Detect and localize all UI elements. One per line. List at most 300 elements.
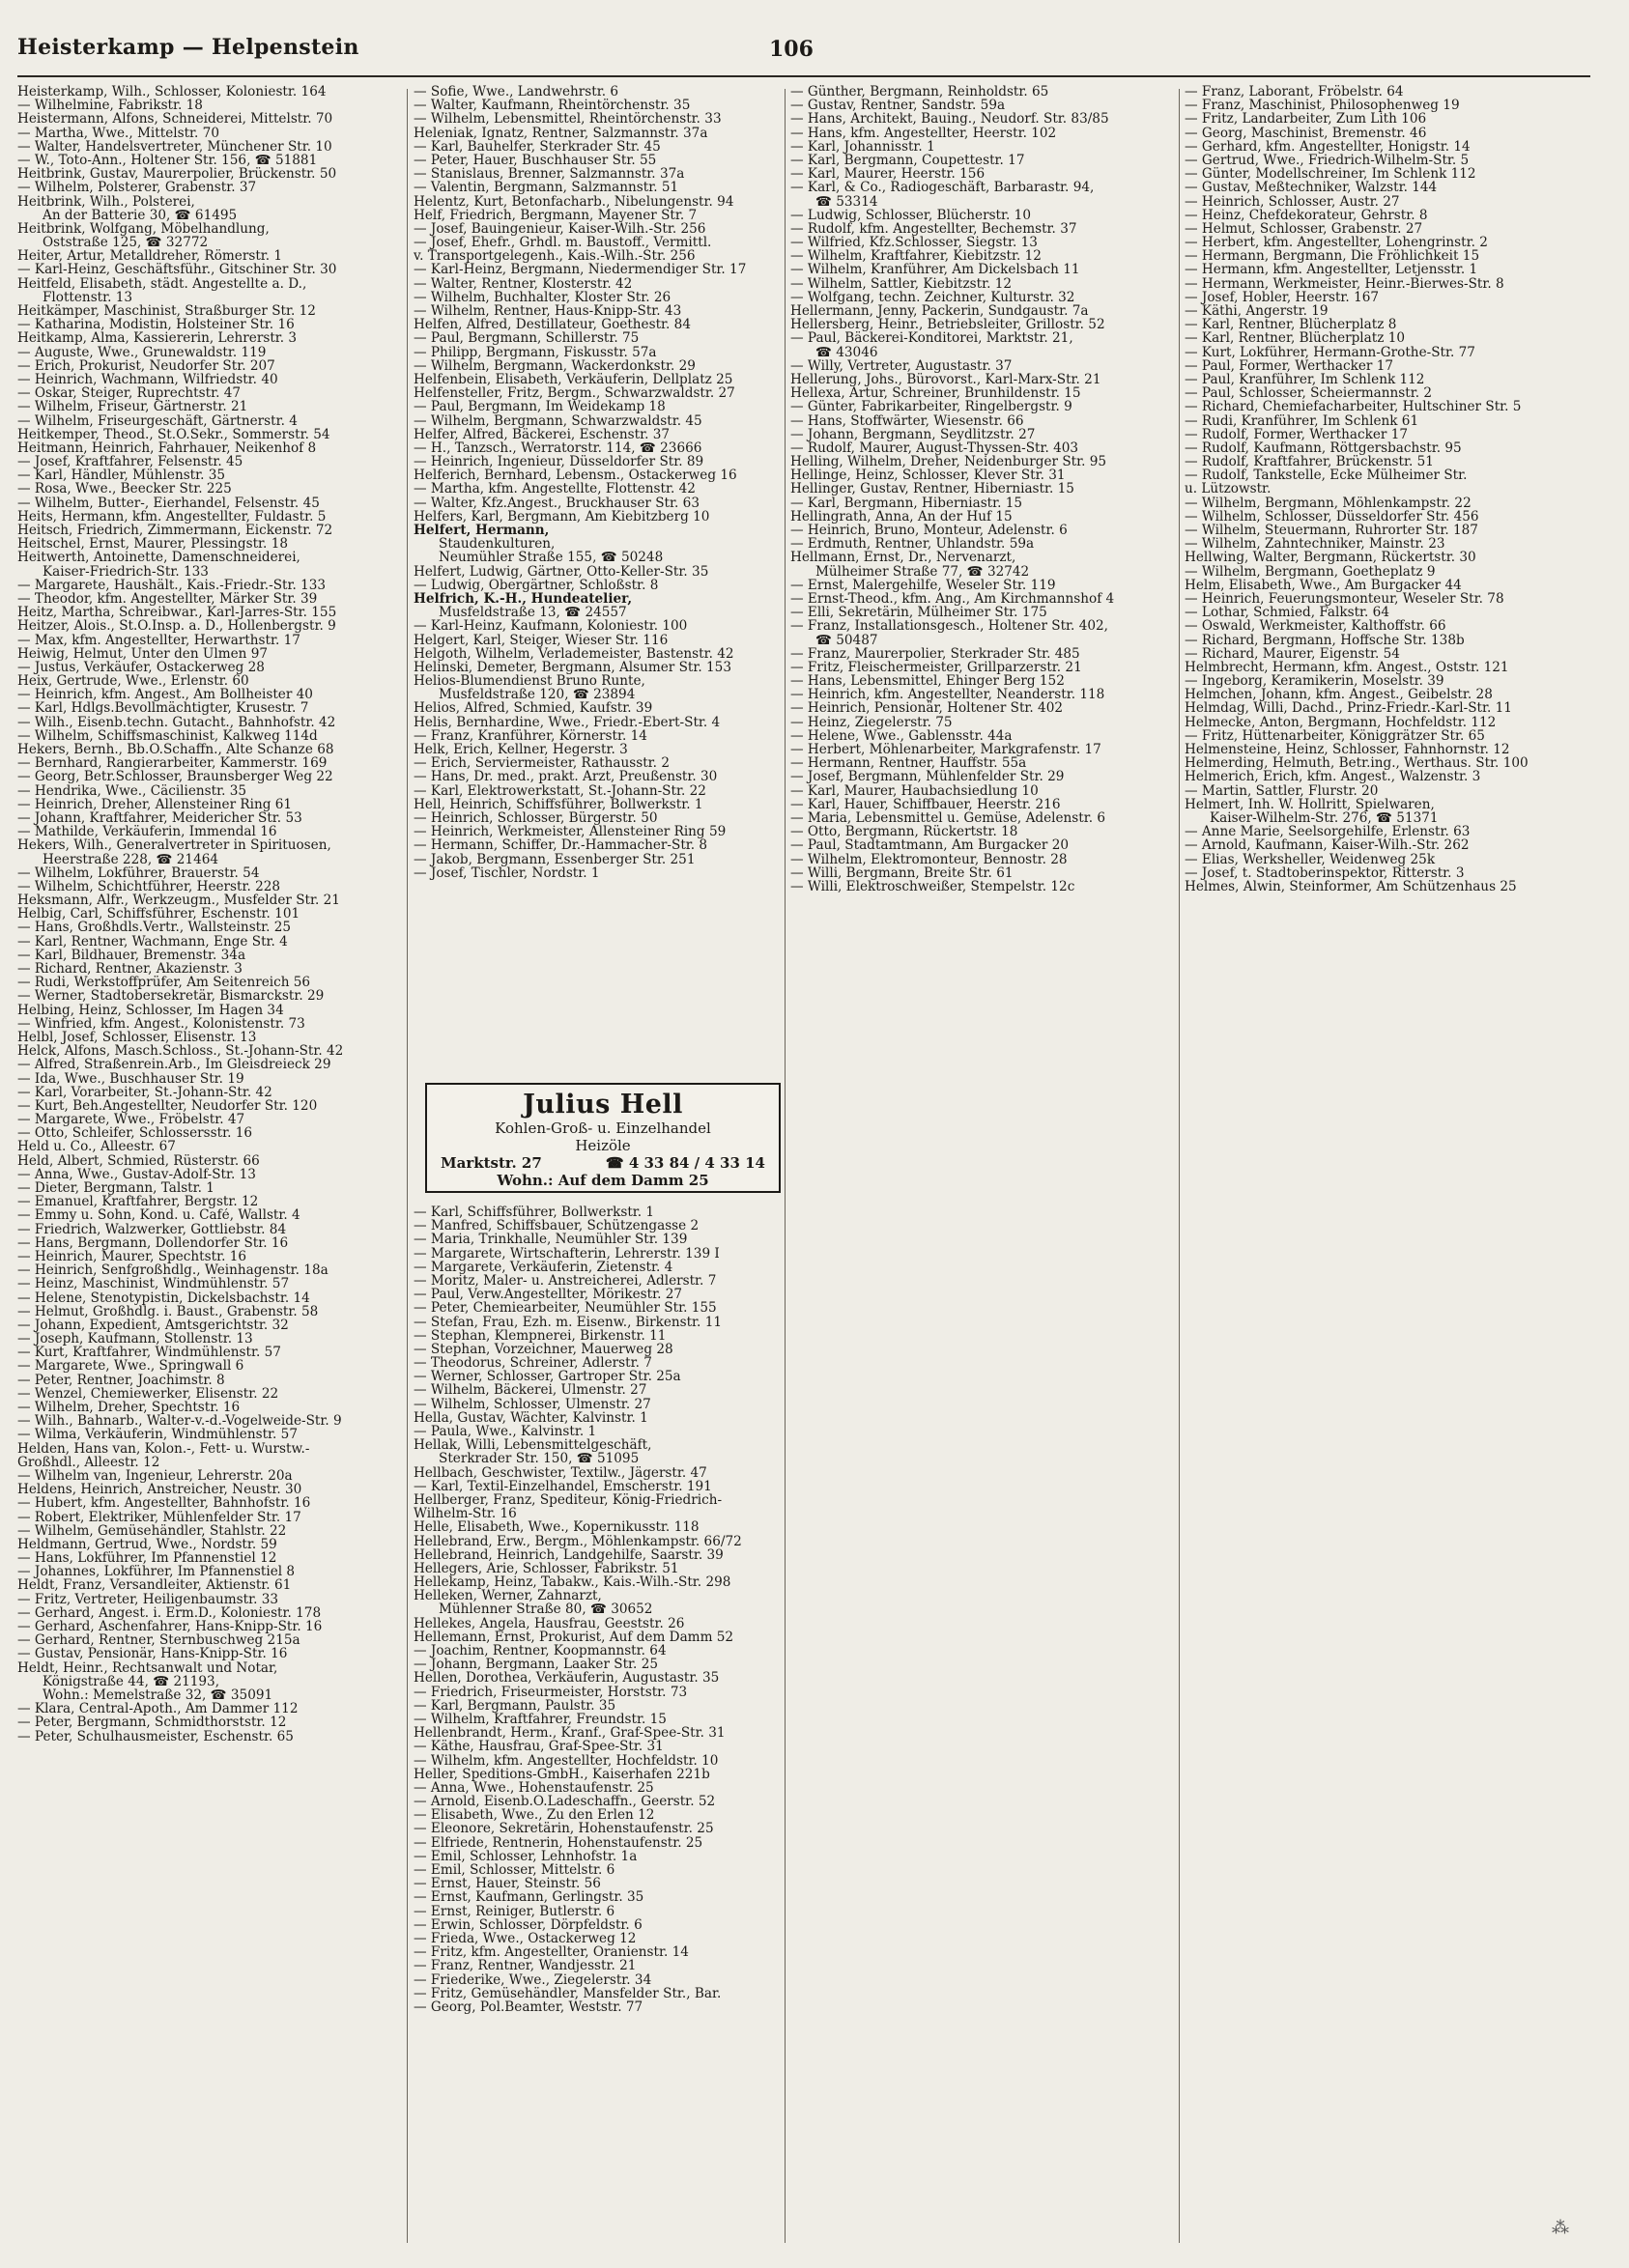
directory-entry: — Karl, Bildhauer, Bremenstr. 34a <box>17 948 246 962</box>
directory-entry: — Mathilde, Verkäuferin, Immendal 16 <box>17 825 277 839</box>
directory-entry: v. Transportgelegenh., Kais.-Wilh.-Str. 256 <box>414 249 696 264</box>
directory-entry: — Ernst, Reiniger, Butlerstr. 6 <box>414 1904 615 1918</box>
directory-entry: — Johannes, Lokführer, Im Pfannenstiel 8 <box>17 1565 296 1579</box>
directory-entry: — Wilhelm, Bergmann, Goetheplatz 9 <box>1185 564 1436 579</box>
directory-entry: — Wilhelm, Schichtführer, Heerstr. 228 <box>17 879 281 894</box>
directory-entry: — Stanislaus, Brenner, Salzmannstr. 37a <box>414 167 685 182</box>
directory-entry: — Rudi, Werkstoffprüfer, Am Seitenreich 56 <box>17 976 311 990</box>
directory-entry: — Emmy u. Sohn, Kond. u. Café, Wallstr. 4 <box>17 1208 300 1223</box>
header-rule <box>17 75 1590 77</box>
directory-entry: — Heinrich, Dreher, Allensteiner Ring 61 <box>17 797 293 811</box>
directory-entry: — Karl, Elektrowerkstatt, St.-Johann-Str. 22 <box>414 783 706 798</box>
directory-entry: — Wilhelm, Bäckerei, Ulmenstr. 27 <box>414 1383 647 1398</box>
ad-home-address: Wohn.: Auf dem Damm 25 <box>497 1172 709 1189</box>
directory-entry: Helmensteine, Heinz, Schlosser, Fahnhornstr. 12 <box>1185 743 1510 757</box>
directory-entry: — Heinrich, Bruno, Monteur, Adelenstr. 6 <box>790 524 1068 538</box>
directory-entry: — Helene, Wwe., Gablensstr. 44a <box>790 728 1013 743</box>
directory-entry: Hellersberg, Heinr., Betriebsleiter, Grillostr. 52 <box>790 318 1105 332</box>
directory-entry: — Richard, Chemiefacharbeiter, Hultschiner Str. 5 <box>1185 400 1522 414</box>
directory-entry: Hellinger, Gustav, Rentner, Hiberniastr. 15 <box>790 482 1074 496</box>
directory-entry: — Ida, Wwe., Buschhauser Str. 19 <box>17 1071 244 1086</box>
directory-entry: — Arnold, Eisenb.O.Ladeschaffn., Geerstr. 52 <box>414 1795 716 1809</box>
directory-entry: Heldt, Heinr., Rechtsanwalt und Notar, <box>17 1660 278 1675</box>
directory-entry: Hellingrath, Anna, An der Huf 15 <box>790 509 1013 524</box>
directory-entry: Hellekes, Angela, Hausfrau, Geeststr. 26 <box>414 1616 685 1630</box>
directory-entry: — Otto, Schleifer, Schlossersstr. 16 <box>17 1126 253 1141</box>
directory-entry: — Heinrich, Werkmeister, Allensteiner Ring 59 <box>414 825 727 839</box>
directory-entry: — Paul, Bäckerei-Konditorei, Marktstr. 21, <box>790 331 1073 346</box>
directory-entry: ☎ 53314 <box>815 194 878 209</box>
directory-entry: — Kurt, Beh.Angestellter, Neudorfer Str. 120 <box>17 1098 318 1114</box>
directory-entry: — Rudolf, Kaufmann, Röttgersbachstr. 95 <box>1185 440 1462 456</box>
directory-entry: ☎ 50487 <box>815 633 878 647</box>
directory-entry: Heitbrink, Wolfgang, Möbelhandlung, <box>17 221 270 237</box>
directory-entry: — Margarete, Wirtschafterin, Lehrerstr. 139 I <box>414 1246 720 1261</box>
directory-entry: — Heinrich, Schlosser, Bürgerstr. 50 <box>414 810 658 826</box>
directory-entry: — Karl-Heinz, Bergmann, Niedermendiger Str. 17 <box>414 263 747 277</box>
directory-entry: Hekers, Wilh., Generalvertreter in Spirituosen, <box>17 838 331 853</box>
directory-entry: — Paul, Verw.Angestellter, Mörikestr. 27 <box>414 1288 683 1302</box>
directory-entry: — Wilhelm, Kraftfahrer, Kiebitzstr. 12 <box>790 249 1042 264</box>
directory-entry: — Wilh., Bahnarb., Walter-v.-d.-Vogelweide-Str. 9 <box>17 1414 342 1429</box>
ad-business-line: Kohlen-Groß- u. Einzelhandel <box>495 1120 711 1137</box>
directory-entry: Helbl, Josef, Schlosser, Elisenstr. 13 <box>17 1030 257 1045</box>
directory-entry: — Johann, Expedient, Amtsgerichtstr. 32 <box>17 1318 289 1333</box>
directory-entry: — Heinrich, Senfgroßhdlg., Weinhagenstr. 18a <box>17 1263 329 1278</box>
directory-entry: Heisterkamp, Wilh., Schlosser, Koloniestr. 164 <box>17 85 327 99</box>
directory-entry: — Fritz, Fleischermeister, Grillparzerstr. 21 <box>790 660 1082 675</box>
directory-entry: — Hans, Stoffwärter, Wiesenstr. 66 <box>790 413 1024 428</box>
directory-entry: — Wilhelm, Bergmann, Wackerdonkstr. 29 <box>414 358 696 373</box>
directory-entry: Heix, Gertrude, Wwe., Erlenstr. 60 <box>17 674 249 689</box>
directory-entry: Wohn.: Memelstraße 32, ☎ 35091 <box>43 1687 273 1703</box>
directory-entry: — Wilhelm, Schlosser, Ulmenstr. 27 <box>414 1397 651 1411</box>
directory-entry: Helmerding, Helmuth, Betr.ing., Werthaus. Str. 100 <box>1185 756 1529 771</box>
directory-entry: — Wilhelm, Gemüsehändler, Stahlstr. 22 <box>17 1523 287 1538</box>
directory-entry: — Elias, Werksheller, Weidenweg 25k <box>1185 852 1436 866</box>
directory-entry: Helgoth, Wilhelm, Verlademeister, Bastenstr. 42 <box>414 646 734 661</box>
directory-entry: — H., Tanzsch., Werratorstr. 114, ☎ 23666 <box>414 440 702 456</box>
directory-entry: — Hermann, Werkmeister, Heinr.-Bierwes-Str. 8 <box>1185 276 1504 291</box>
directory-entry: — Wilh., Eisenb.techn. Gutacht., Bahnhofstr. 42 <box>17 715 336 729</box>
directory-entry: Hellerung, Johs., Bürovorst., Karl-Marx-Str. 21 <box>790 372 1101 387</box>
directory-entry: — Wilhelmine, Fabrikstr. 18 <box>17 99 203 113</box>
directory-entry: — Elli, Sekretärin, Mülheimer Str. 175 <box>790 606 1047 620</box>
directory-entry: Wilhelm-Str. 16 <box>414 1507 517 1521</box>
directory-entry: ☎ 43046 <box>815 345 878 359</box>
directory-entry: — Karl-Heinz, Kaufmann, Koloniestr. 100 <box>414 619 688 634</box>
directory-entry: — Walter, Kfz.Angest., Bruckhauser Str. 63 <box>414 496 700 510</box>
directory-column-2-bottom <box>414 1205 796 2249</box>
directory-entry: Helfert, Ludwig, Gärtner, Otto-Keller-Str. 35 <box>414 564 709 579</box>
directory-entry: — Karl, Bergmann, Coupettestr. 17 <box>790 153 1025 168</box>
directory-entry: — Emil, Schlosser, Lehnhofstr. 1a <box>414 1849 638 1863</box>
directory-entry: Heistermann, Alfons, Schneiderei, Mittelstr. 70 <box>17 112 333 127</box>
directory-entry: — Paul, Stadtamtmann, Am Burgacker 20 <box>790 838 1070 853</box>
directory-entry: — Stefan, Frau, Ezh. m. Eisenw., Birkenstr. 11 <box>414 1315 723 1329</box>
directory-entry: — Maria, Trinkhalle, Neumühler Str. 139 <box>414 1233 688 1247</box>
directory-entry: Heitz, Martha, Schreibwar., Karl-Jarres-Str. 155 <box>17 606 337 620</box>
directory-entry: Helfers, Karl, Bergmann, Am Kiebitzberg 10 <box>414 509 710 524</box>
directory-entry: — Heinz, Ziegelerstr. 75 <box>790 715 953 729</box>
directory-entry: — Karl, Vorarbeiter, St.-Johann-Str. 42 <box>17 1085 272 1099</box>
directory-entry: Helfenbein, Elisabeth, Verkäuferin, Dellplatz 25 <box>414 372 733 387</box>
directory-entry: Heitwerth, Antoinette, Damenschneiderei, <box>17 551 300 565</box>
directory-entry: — Gustav, Pensionär, Hans-Knipp-Str. 16 <box>17 1647 288 1661</box>
column-divider <box>1179 89 1180 2243</box>
directory-entry: Mühlenner Straße 80, ☎ 30652 <box>439 1602 653 1617</box>
directory-entry: — Auguste, Wwe., Grunewaldstr. 119 <box>17 345 267 359</box>
directory-entry: — Wilhelm, Elektromonteur, Bennostr. 28 <box>790 852 1068 866</box>
directory-entry: Oststraße 125, ☎ 32772 <box>43 236 209 250</box>
directory-entry: — Moritz, Maler- u. Anstreicherei, Adlerstr. 7 <box>414 1273 717 1289</box>
directory-entry: — Margarete, Verkäuferin, Zietenstr. 4 <box>414 1260 673 1274</box>
directory-entry: — Margarete, Wwe., Springwall 6 <box>17 1359 244 1374</box>
directory-entry: — Wilfried, Kfz.Schlosser, Siegstr. 13 <box>790 236 1038 250</box>
directory-entry: — Kurt, Lokführer, Hermann-Grothe-Str. 77 <box>1185 345 1475 359</box>
directory-entry: — Helene, Stenotypistin, Dickelsbachstr. 14 <box>17 1290 310 1305</box>
directory-entry: — Helmut, Großhdlg. i. Baust., Grabenstr. 58 <box>17 1304 319 1318</box>
directory-entry: — W., Toto-Ann., Holtener Str. 156, ☎ 51881 <box>17 153 318 168</box>
directory-entry: — Anne Marie, Seelsorgehilfe, Erlenstr. 63 <box>1185 825 1471 839</box>
page-title: Heisterkamp — Helpenstein <box>17 35 359 60</box>
directory-entry: Held u. Co., Alleestr. 67 <box>17 1140 176 1154</box>
directory-entry: — Georg, Betr.Schlosser, Braunsberger Weg 22 <box>17 770 333 784</box>
directory-entry: — Wilhelm, Bergmann, Schwarzwaldstr. 45 <box>414 413 702 428</box>
directory-entry: — Arnold, Kaufmann, Kaiser-Wilh.-Str. 262 <box>1185 838 1470 853</box>
directory-entry: — Hans, Architekt, Bauing., Neudorf. Str. 83/85 <box>790 112 1109 127</box>
directory-entry: — Ernst-Theod., kfm. Ang., Am Kirchmannshof 4 <box>790 591 1115 607</box>
directory-entry: — Hermann, Rentner, Hauffstr. 55a <box>790 756 1027 771</box>
ad-address: Marktstr. 27 <box>441 1154 542 1172</box>
directory-entry: — Stephan, Vorzeichner, Mauerweg 28 <box>414 1342 673 1357</box>
directory-entry: Helbing, Heinz, Schlosser, Im Hagen 34 <box>17 1003 284 1017</box>
directory-entry: — Wilhelm, Schlosser, Düsseldorfer Str. 456 <box>1185 509 1479 524</box>
directory-entry: — Dieter, Bergmann, Talstr. 1 <box>17 1181 214 1196</box>
directory-entry: — Willy, Vertreter, Augustastr. 37 <box>790 358 1013 373</box>
directory-entry: — Josef, Bergmann, Mühlenfelder Str. 29 <box>790 770 1065 784</box>
directory-entry: Kaiser-Wilhelm-Str. 276, ☎ 51371 <box>1210 810 1439 826</box>
directory-entry: Kaiser-Friedrich-Str. 133 <box>43 564 209 579</box>
directory-entry: — Willi, Elektroschweißer, Stempelstr. 12c <box>790 879 1075 894</box>
directory-entry: Heiter, Artur, Metalldreher, Römerstr. 1 <box>17 249 283 264</box>
directory-entry: — Gerhard, Angest. i. Erm.D., Koloniestr. 178 <box>17 1605 322 1620</box>
directory-entry: — Käthi, Angerstr. 19 <box>1185 304 1329 319</box>
directory-entry: — Josef, Tischler, Nordstr. 1 <box>414 865 600 880</box>
directory-entry: Musfeldstraße 13, ☎ 24557 <box>439 606 627 620</box>
directory-entry: — Rosa, Wwe., Beecker Str. 225 <box>17 482 232 496</box>
directory-entry: — Ernst, Hauer, Steinstr. 56 <box>414 1877 601 1891</box>
directory-entry: — Wilhelm, Rentner, Haus-Knipp-Str. 43 <box>414 304 682 319</box>
directory-entry: — Karl, Rentner, Blücherplatz 8 <box>1185 318 1397 332</box>
directory-entry: — Martin, Sattler, Flurstr. 20 <box>1185 783 1379 798</box>
directory-entry: Helm, Elisabeth, Wwe., Am Burgacker 44 <box>1185 578 1462 592</box>
directory-entry: Helmecke, Anton, Bergmann, Hochfeldstr. 112 <box>1185 715 1497 729</box>
directory-entry: — Hans, kfm. Angestellter, Heerstr. 102 <box>790 126 1057 140</box>
directory-entry: Helleken, Werner, Zahnarzt, <box>414 1589 602 1603</box>
directory-entry: Heleniak, Ignatz, Rentner, Salzmannstr. 37a <box>414 126 708 140</box>
directory-entry: — Karl, Händler, Mühlenstr. 35 <box>17 468 226 483</box>
directory-entry: — Rudolf, kfm. Angestellter, Bechemstr. 37 <box>790 221 1077 237</box>
directory-entry: — Karl, Johannisstr. 1 <box>790 139 935 154</box>
directory-column-1 <box>17 85 400 2249</box>
directory-entry: — Helmut, Schlosser, Grabenstr. 27 <box>1185 221 1423 237</box>
page-number: 106 <box>769 37 814 62</box>
directory-entry: Heitfeld, Elisabeth, städt. Angestellte a. D., <box>17 276 307 291</box>
directory-entry: — Wilhelm, Dreher, Spechtstr. 16 <box>17 1401 241 1415</box>
directory-entry: — Wilhelm, Friseurgeschäft, Gärtnerstr. 4 <box>17 413 298 428</box>
directory-entry: — Heinz, Chefdekorateur, Gehrstr. 8 <box>1185 208 1428 222</box>
directory-entry: — Jakob, Bergmann, Essenberger Str. 251 <box>414 852 696 866</box>
directory-column-2-top <box>414 85 796 1080</box>
directory-entry: — Margarete, Haushält., Kais.-Friedr.-Str. 133 <box>17 578 327 592</box>
directory-entry: — Werner, Schlosser, Gartroper Str. 25a <box>414 1370 681 1384</box>
directory-entry: — Erwin, Schlosser, Dörpfeldstr. 6 <box>414 1917 643 1932</box>
directory-entry: Großhdl., Alleestr. 12 <box>17 1455 160 1469</box>
directory-entry: Heitkemper, Theod., St.O.Sekr., Sommerstr. 54 <box>17 427 330 441</box>
directory-entry: Helmchen, Johann, kfm. Angest., Geibelstr. 28 <box>1185 688 1493 702</box>
directory-entry: Helmerich, Erich, kfm. Angest., Walzenstr. 3 <box>1185 770 1481 784</box>
directory-entry: Sterkrader Str. 150, ☎ 51095 <box>439 1452 640 1466</box>
directory-entry: — Wilhelm, Kranführer, Am Dickelsbach 11 <box>790 263 1080 277</box>
directory-entry: Hellmann, Ernst, Dr., Nervenarzt, <box>790 551 1016 565</box>
directory-entry: — Eleonore, Sekretärin, Hohenstaufenstr. 25 <box>414 1822 714 1836</box>
directory-entry: — Peter, Hauer, Buschhauser Str. 55 <box>414 153 657 168</box>
directory-entry: — Gerhard, Aschenfahrer, Hans-Knipp-Str. 16 <box>17 1620 323 1634</box>
directory-entry: — Rudolf, Kraftfahrer, Brückenstr. 51 <box>1185 455 1434 469</box>
directory-entry: Helling, Wilhelm, Dreher, Neidenburger Str. 95 <box>790 455 1107 469</box>
directory-entry: Staudenkulturen, <box>439 537 556 552</box>
directory-entry: — Gertrud, Wwe., Friedrich-Wilhelm-Str. 5 <box>1185 153 1470 168</box>
directory-entry: Helfer, Alfred, Bäckerei, Eschenstr. 37 <box>414 427 671 441</box>
directory-entry: — Hermann, Bergmann, Die Fröhlichkeit 15 <box>1185 249 1480 264</box>
directory-entry: — Wilhelm, Buchhalter, Kloster Str. 26 <box>414 290 672 304</box>
directory-entry: — Herbert, Möhlenarbeiter, Markgrafenstr. 17 <box>790 743 1101 757</box>
directory-entry: — Joachim, Rentner, Koopmannstr. 64 <box>414 1644 667 1658</box>
directory-entry: Held, Albert, Schmied, Rüsterstr. 66 <box>17 1153 260 1168</box>
directory-entry: — Heinrich, kfm. Angest., Am Bollheister 40 <box>17 688 313 702</box>
directory-entry: Heitsch, Friedrich, Zimmermann, Eickenstr. 72 <box>17 524 333 538</box>
directory-entry: — Johann, Bergmann, Laaker Str. 25 <box>414 1658 658 1672</box>
directory-entry: — Ernst, Malergehilfe, Weseler Str. 119 <box>790 578 1056 592</box>
directory-entry: — Wilhelm, Lokführer, Brauerstr. 54 <box>17 865 260 880</box>
directory-entry: — Heinrich, Feuerungsmonteur, Weseler Str. 78 <box>1185 591 1504 607</box>
directory-entry: — Karl, Maurer, Haubachsiedlung 10 <box>790 783 1039 798</box>
directory-entry: — Emil, Schlosser, Mittelstr. 6 <box>414 1863 615 1878</box>
directory-entry: — Winfried, kfm. Angest., Kolonistenstr. 73 <box>17 1016 305 1031</box>
directory-entry: Helios-Blumendienst Bruno Runte, <box>414 674 645 689</box>
directory-entry: — Kurt, Kraftfahrer, Windmühlenstr. 57 <box>17 1346 281 1360</box>
directory-entry: Helfensteller, Fritz, Bergm., Schwarzwaldstr. 27 <box>414 386 735 401</box>
directory-entry: Hellenbrandt, Herm., Kranf., Graf-Spee-Str. 31 <box>414 1726 726 1741</box>
directory-entry: — Elisabeth, Wwe., Zu den Erlen 12 <box>414 1808 655 1823</box>
directory-entry: Hella, Gustav, Wächter, Kalvinstr. 1 <box>414 1410 648 1425</box>
directory-entry: — Franz, Installationsgesch., Holtener Str. 402, <box>790 619 1108 634</box>
directory-entry: — Heinrich, Wachmann, Wilfriedstr. 40 <box>17 372 278 387</box>
directory-entry: — Peter, Schulhausmeister, Eschenstr. 65 <box>17 1729 294 1744</box>
directory-entry: — Karl, Bauhelfer, Sterkrader Str. 45 <box>414 139 661 154</box>
directory-entry: — Walter, Rentner, Klosterstr. 42 <box>414 276 633 291</box>
directory-entry: — Karl, Rentner, Wachmann, Enge Str. 4 <box>17 934 288 949</box>
directory-entry: — Richard, Maurer, Eigenstr. 54 <box>1185 646 1400 661</box>
directory-entry: Hellberger, Franz, Spediteur, König-Friedrich- <box>414 1492 723 1508</box>
directory-entry: — Fritz, Hüttenarbeiter, Königgrätzer Str. 65 <box>1185 728 1485 743</box>
directory-entry: — Heinz, Maschinist, Windmühlenstr. 57 <box>17 1277 290 1291</box>
directory-entry: — Walter, Handelsvertreter, Münchener Str. 10 <box>17 139 332 154</box>
directory-column-4 <box>1185 85 1567 2249</box>
directory-entry: Helfen, Alfred, Destillateur, Goethestr. 84 <box>414 318 691 332</box>
directory-entry: — Peter, Rentner, Joachimstr. 8 <box>17 1373 225 1387</box>
directory-entry: — Heinrich, Schlosser, Austr. 27 <box>1185 194 1400 209</box>
ad-company-name: Julius Hell <box>523 1090 683 1120</box>
directory-entry: — Johann, Bergmann, Seydlitzstr. 27 <box>790 427 1036 441</box>
directory-entry: — Ernst, Kaufmann, Gerlingstr. 35 <box>414 1890 644 1905</box>
directory-entry: — Justus, Verkäufer, Ostackerweg 28 <box>17 660 265 675</box>
directory-entry: — Hubert, kfm. Angestellter, Bahnhofstr. 16 <box>17 1496 311 1511</box>
directory-entry: — Hans, Lebensmittel, Ehinger Berg 152 <box>790 674 1065 689</box>
directory-entry: — Ingeborg, Keramikerin, Moselstr. 39 <box>1185 674 1444 689</box>
directory-entry: — Manfred, Schiffsbauer, Schützengasse 2 <box>414 1219 700 1233</box>
directory-entry: Heitbrink, Gustav, Maurerpolier, Brückenstr. 50 <box>17 167 337 182</box>
directory-entry: Helbig, Carl, Schiffsführer, Eschenstr. 101 <box>17 907 300 921</box>
directory-entry: — Wolfgang, techn. Zeichner, Kulturstr. 32 <box>790 290 1075 304</box>
directory-entry: — Paula, Wwe., Kalvinstr. 1 <box>414 1425 597 1439</box>
directory-entry: — Wilhelm, Bergmann, Möhlenkampstr. 22 <box>1185 496 1472 510</box>
directory-entry: — Georg, Pol.Beamter, Weststr. 77 <box>414 1999 643 2015</box>
directory-entry: Heldt, Franz, Versandleiter, Aktienstr. 61 <box>17 1578 292 1593</box>
directory-entry: — Karl, Schiffsführer, Bollwerkstr. 1 <box>414 1205 655 1220</box>
directory-entry: — Peter, Chemiearbeiter, Neumühler Str. 155 <box>414 1301 717 1316</box>
directory-entry: — Josef, Bauingenieur, Kaiser-Wilh.-Str. 256 <box>414 221 706 237</box>
directory-entry: Hellwing, Walter, Bergmann, Rückertstr. 30 <box>1185 551 1476 565</box>
directory-entry: — Richard, Bergmann, Hoffsche Str. 138b <box>1185 633 1465 647</box>
directory-entry: — Karl, Hdlgs.Bevollmächtigter, Krusestr. 7 <box>17 701 309 716</box>
directory-entry: — Heinrich, Ingenieur, Düsseldorfer Str. 89 <box>414 455 704 469</box>
directory-entry: — Friedrich, Friseurmeister, Horststr. 73 <box>414 1685 688 1699</box>
directory-column-3 <box>790 85 1173 2249</box>
directory-entry: — Wilhelm, Butter-, Eierhandel, Felsenstr. 45 <box>17 496 320 510</box>
directory-entry: Hellak, Willi, Lebensmittelgeschäft, <box>414 1438 652 1453</box>
directory-entry: — Rudolf, Maurer, August-Thyssen-Str. 403 <box>790 440 1079 456</box>
directory-entry: — Peter, Bergmann, Schmidthorststr. 12 <box>17 1715 287 1730</box>
directory-entry: — Friedrich, Walzwerker, Gottliebstr. 84 <box>17 1222 287 1236</box>
directory-entry: — Wilhelm, Steuermann, Ruhrorter Str. 187 <box>1185 524 1478 538</box>
directory-entry: — Karl, & Co., Radiogeschäft, Barbarastr. 94, <box>790 181 1095 195</box>
directory-entry: — Wilhelm, Friseur, Gärtnerstr. 21 <box>17 400 248 414</box>
directory-entry: — Rudi, Kranführer, Im Schlenk 61 <box>1185 413 1419 428</box>
directory-entry: — Fritz, Landarbeiter, Zum Lith 106 <box>1185 112 1427 127</box>
directory-entry: — Günter, Fabrikarbeiter, Ringelbergstr. 9 <box>790 400 1072 414</box>
directory-entry: — Wenzel, Chemiewerker, Elisenstr. 22 <box>17 1386 279 1401</box>
ad-phone: ☎ 4 33 84 / 4 33 14 <box>605 1154 765 1172</box>
directory-entry: Heksmann, Alfr., Werkzeugm., Musfelder Str. 21 <box>17 893 340 908</box>
directory-entry: — Hermann, kfm. Angestellter, Letjensstr. 1 <box>1185 263 1478 277</box>
directory-entry: — Franz, Maschinist, Philosophenweg 19 <box>1185 99 1460 113</box>
directory-entry: — Karl, Textil-Einzelhandel, Emscherstr. 191 <box>414 1479 712 1493</box>
directory-entry: Hellbach, Geschwister, Textilw., Jägerstr. 47 <box>414 1465 707 1480</box>
directory-entry: — Anna, Wwe., Hohenstaufenstr. 25 <box>414 1780 654 1796</box>
directory-entry: Hellen, Dorothea, Verkäuferin, Augustastr. 35 <box>414 1671 720 1686</box>
directory-entry: — Franz, Rentner, Wandjesstr. 21 <box>414 1959 637 1973</box>
directory-entry: Hekers, Bernh., Bb.O.Schaffn., Alte Schanze 68 <box>17 743 334 757</box>
advertisement-box <box>425 1083 781 1193</box>
directory-entry: — Wilhelm, Polsterer, Grabenstr. 37 <box>17 181 257 195</box>
directory-entry: — Franz, Maurerpolier, Sterkrader Str. 485 <box>790 646 1080 661</box>
directory-entry: — Gerhard, Rentner, Sternbuschweg 215a <box>17 1633 300 1648</box>
directory-entry: — Johann, Kraftfahrer, Meidericher Str. 53 <box>17 810 302 826</box>
directory-entry: — Günther, Bergmann, Reinholdstr. 65 <box>790 85 1049 99</box>
directory-entry: Helk, Erich, Kellner, Hegerstr. 3 <box>414 743 628 757</box>
directory-entry: Helferich, Bernhard, Lebensm., Ostackerweg 16 <box>414 468 737 483</box>
directory-entry: — Werner, Stadtobersekretär, Bismarckstr. 29 <box>17 989 325 1004</box>
directory-entry: — Käthe, Hausfrau, Graf-Spee-Str. 31 <box>414 1740 664 1754</box>
directory-entry: — Friederike, Wwe., Ziegelerstr. 34 <box>414 1972 652 1987</box>
directory-entry: — Wilhelm, Schiffsmaschinist, Kalkweg 114d <box>17 728 318 743</box>
directory-entry: Mülheimer Straße 77, ☎ 32742 <box>815 564 1030 579</box>
directory-entry: — Karl, Bergmann, Paulstr. 35 <box>414 1698 616 1713</box>
directory-entry: — Paul, Bergmann, Im Weidekamp 18 <box>414 400 666 414</box>
directory-entry: Heldmann, Gertrud, Wwe., Nordstr. 59 <box>17 1537 277 1552</box>
directory-entry: — Hans, Bergmann, Dollendorfer Str. 16 <box>17 1235 289 1250</box>
directory-entry: — Margarete, Wwe., Fröbelstr. 47 <box>17 1113 245 1127</box>
directory-entry: — Wilhelm, Zahntechniker, Mainstr. 23 <box>1185 537 1445 552</box>
directory-entry: Helgert, Karl, Steiger, Wieser Str. 116 <box>414 633 669 647</box>
directory-entry: Heldens, Heinrich, Anstreicher, Neustr. 30 <box>17 1483 302 1497</box>
directory-entry: Königstraße 44, ☎ 21193, <box>43 1674 220 1688</box>
directory-entry: Hellekamp, Heinz, Tabakw., Kais.-Wilh.-Str. 298 <box>414 1575 731 1590</box>
directory-entry: — Josef, Kraftfahrer, Felsenstr. 45 <box>17 455 243 469</box>
directory-entry: — Martha, kfm. Angestellte, Flottenstr. 42 <box>414 482 696 496</box>
directory-entry: Heitbrink, Wilh., Polsterei, <box>17 194 195 209</box>
directory-entry: — Hans, Dr. med., prakt. Arzt, Preußenstr. 30 <box>414 770 718 784</box>
directory-entry: — Bernhard, Rangierarbeiter, Kammerstr. 169 <box>17 756 328 771</box>
directory-entry: — Karl, Maurer, Heerstr. 156 <box>790 167 986 182</box>
directory-entry: — Gerhard, kfm. Angestellter, Honigstr. 14 <box>1185 139 1471 154</box>
directory-entry: Hellinge, Heinz, Schlosser, Klever Str. 31 <box>790 468 1066 483</box>
directory-entry: Hell, Heinrich, Schiffsführer, Bollwerkstr. 1 <box>414 797 703 811</box>
directory-entry: — Wilhelm, Kraftfahrer, Freundstr. 15 <box>414 1712 667 1727</box>
directory-entry: — Paul, Schlosser, Scheiermannstr. 2 <box>1185 386 1433 401</box>
directory-entry: — Karl, Bergmann, Hiberniastr. 15 <box>790 496 1023 510</box>
directory-entry: — Hermann, Schiffer, Dr.-Hammacher-Str. 8 <box>414 838 708 853</box>
directory-entry: Heitzer, Alois., St.O.Insp. a. D., Hollenbergstr. 9 <box>17 619 336 634</box>
directory-entry: Helis, Bernhardine, Wwe., Friedr.-Ebert-Str. 4 <box>414 715 721 729</box>
directory-entry: — Otto, Bergmann, Rückertstr. 18 <box>790 825 1018 839</box>
directory-entry: Heller, Speditions-GmbH., Kaiserhafen 221b <box>414 1767 710 1781</box>
directory-entry: Hellebrand, Erw., Bergm., Möhlenkampstr. 66/72 <box>414 1534 742 1548</box>
directory-entry: — Karl, Rentner, Blücherplatz 10 <box>1185 331 1406 346</box>
directory-entry: — Stephan, Klempnerei, Birkenstr. 11 <box>414 1328 667 1343</box>
directory-entry: Flottenstr. 13 <box>43 290 133 304</box>
directory-entry: — Willi, Bergmann, Breite Str. 61 <box>790 865 1014 880</box>
directory-entry: — Walter, Kaufmann, Rheintörchenstr. 35 <box>414 99 691 113</box>
directory-entry: — Wilhelm, kfm. Angestellter, Hochfeldstr. 10 <box>414 1753 719 1768</box>
directory-entry: — Hans, Lokführer, Im Pfannenstiel 12 <box>17 1551 277 1566</box>
directory-entry: Heiwig, Helmut, Unter den Ulmen 97 <box>17 646 269 661</box>
directory-entry: — Elfriede, Rentnerin, Hohenstaufenstr. 25 <box>414 1835 703 1850</box>
directory-entry: — Katharina, Modistin, Holsteiner Str. 16 <box>17 318 295 332</box>
directory-entry: — Erich, Prokurist, Neudorfer Str. 207 <box>17 358 275 373</box>
directory-entry: — Wilma, Verkäuferin, Windmühlenstr. 57 <box>17 1428 298 1442</box>
directory-entry: Helden, Hans van, Kolon.-, Fett- u. Wurstw.- <box>17 1441 310 1456</box>
directory-entry: Hellegers, Arie, Schlosser, Fabrikstr. 51 <box>414 1561 679 1576</box>
directory-entry: u. Lützowstr. <box>1185 482 1272 496</box>
directory-entry: Helfrich, K.-H., Hundeatelier, <box>414 591 633 607</box>
directory-entry: — Richard, Rentner, Akazienstr. 3 <box>17 962 243 977</box>
directory-entry: Helmbrecht, Hermann, kfm. Angest., Oststr. 121 <box>1185 660 1509 675</box>
directory-entry: — Robert, Elektriker, Mühlenfelder Str. 17 <box>17 1510 301 1524</box>
directory-entry: — Wilhelm, Lebensmittel, Rheintörchenstr. 33 <box>414 112 722 127</box>
